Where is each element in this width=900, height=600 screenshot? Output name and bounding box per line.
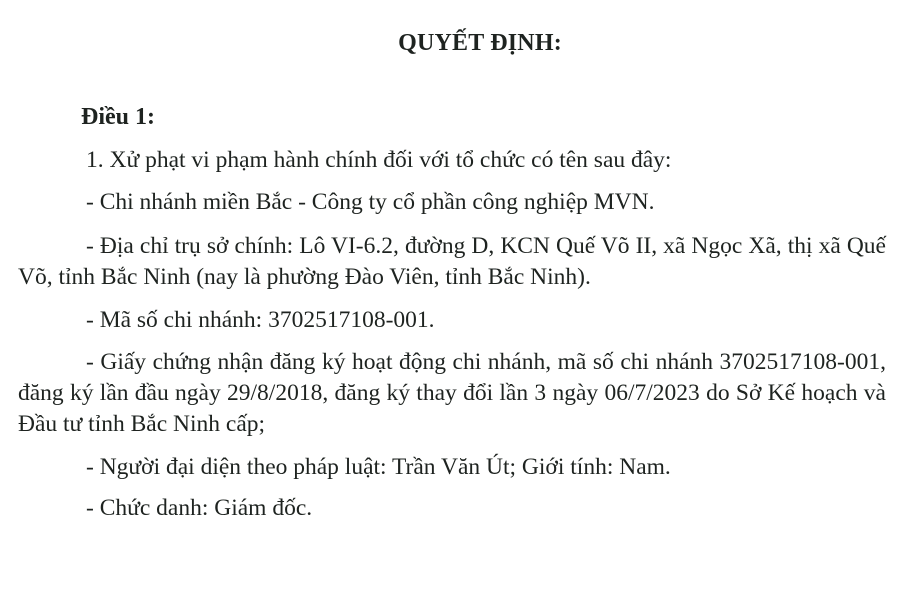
paragraph-organization-name: - Chi nhánh miền Bắc - Công ty cổ phần công nghiệp MVN. [86,189,655,215]
paragraph-branch-code: - Mã số chi nhánh: 3702517108-001. [86,307,435,333]
paragraph-position: - Chức danh: Giám đốc. [86,495,313,521]
paragraph-head-office-address: - Địa chỉ trụ sở chính: Lô VI-6.2, đường D, KCN Quế Võ II, xã Ngọc Xã, thị xã Quế Võ, tỉnh Bắc Ninh (nay là phường Đào Viên, tỉnh Bắc Ninh). [18,233,886,290]
decision-title: QUYẾT ĐỊNH: [398,30,562,56]
paragraph-legal-representative: - Người đại diện theo pháp luật: Trần Văn Út; Giới tính: Nam. [86,454,671,480]
paragraph-penalty-intro: 1. Xử phạt vi phạm hành chính đối với tổ chức có tên sau đây: [86,147,672,173]
paragraph-registration-certificate: - Giấy chứng nhận đăng ký hoạt động chi nhánh, mã số chi nhánh 3702517108-001, đăng ký lần đầu ngày 29/8/2018, đăng ký thay đổi lần 3 ngày 06/7/2023 do Sở Kế hoạch và Đầu tư tỉnh Bắc Ninh cấp; [18,349,886,437]
article-heading: Điều 1: [81,104,155,130]
